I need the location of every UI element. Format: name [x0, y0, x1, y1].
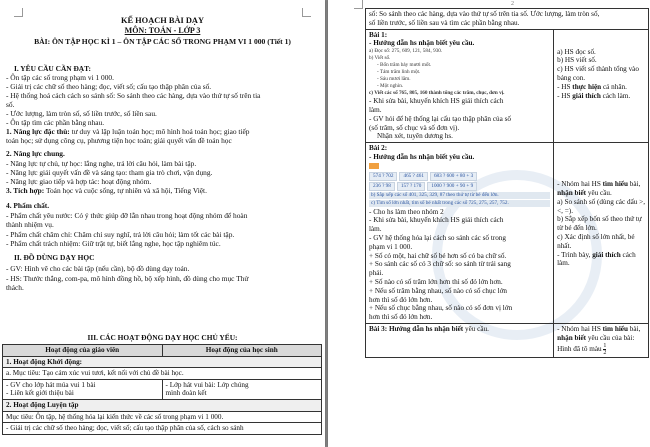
student-line: nhất. [557, 241, 572, 250]
document-page-2 [328, 0, 650, 447]
competency-2-line: - Năng lực tự chủ, tự học: lắng nghe, trả lời câu hỏi, làm bài tập. [6, 159, 197, 168]
student-line: b) HS viết số. [557, 56, 597, 65]
exercise-3-title: Bài 3: Hướng dẫn hs nhận biết yêu cầu. [369, 324, 489, 333]
exercise-2-title: Bài 2: [369, 144, 388, 153]
student-line: từ bé đến lớn. [557, 224, 597, 233]
teacher-cell [3, 379, 163, 399]
exercise-1-guide: - Hướng dẫn hs nhận biết yêu cầu. [369, 39, 475, 48]
exercise-badge-icon [369, 163, 379, 169]
student-line: c) HS viết số thành tổng vào [557, 65, 639, 74]
exercise-1-note: - Khi sửa bài, khuyến khích HS giải thích cách [369, 97, 504, 106]
exercise-2-note: + Số có một, hai chữ số bé hơn số có ba chữ số. [369, 251, 507, 260]
exercise-2-note: - Cho hs làm theo nhóm 2 [369, 207, 444, 216]
comparison-grid [369, 172, 550, 181]
student-column-header: Hoạt động của học sinh [162, 345, 322, 357]
comparison-cell: 236 ? 98 [369, 182, 395, 191]
comparison-cell: 1000 ? 900 + 90 + 9 [427, 182, 477, 191]
teacher-cell-line: - Liên kết giới thiệu bài [6, 389, 74, 398]
exercise-2-note: + Nếu số trăm bằng nhau, số nào có số chục lớn [369, 286, 507, 295]
student-cell [162, 379, 322, 399]
exercise-1-note: - GV hỏi để hệ thống lại cấu tạo thập phân của số [369, 114, 511, 123]
student-line: a) So sánh số (dùng các dấu >, [557, 197, 645, 206]
exercise-1-item: - Một nghìn. [377, 83, 404, 90]
fraction-one-half: $\frac{1}{2}$ [603, 342, 607, 356]
student-line: làm. [557, 259, 570, 268]
qualities-line: thành nhiệm vụ. [6, 220, 54, 229]
student-line: - HS giải thích cách làm. [557, 91, 631, 100]
exercise-2-note: phạm vi 1 000. [369, 242, 413, 251]
exercise-2-note: làm. [369, 225, 382, 234]
comparison-grid [369, 182, 550, 191]
activities-table-continued [365, 8, 649, 358]
student-line: - Trình bày, giải thích cách [557, 250, 636, 259]
comparison-cell: 574 ? 702 [369, 172, 397, 181]
teacher-column-header: Hoạt động của giáo viên [3, 345, 163, 357]
student-line: a) HS đọc số. [557, 47, 596, 56]
student-cell-line: mình đoàn kết [165, 389, 207, 398]
exercise-2-note: + So sánh các số có 3 chữ số: so sánh từ trái sang [369, 260, 511, 269]
requirement-line: - Ước lượng, làm tròn số, số liền trước, số liền sau. [6, 109, 157, 118]
page-corner-mark [354, 0, 363, 9]
competency-1-label: 1. Năng lực đặc thù: [6, 127, 70, 136]
student-cell-exercise-1 [554, 29, 649, 143]
teacher-cell-exercise-2 [366, 143, 554, 324]
qualities-line: - Phẩm chất yêu nước: Có ý thức giúp đỡ lẫn nhau trong hoạt động nhóm để hoàn [6, 211, 248, 220]
materials-line: - HS: Thước thẳng, com-pa, mô hình đồng hồ, bộ xếp hình, đồ dùng cho mục Thử [6, 274, 249, 283]
exercise-1-item: - Sáu mươi lăm. [377, 76, 411, 83]
section-heading-requirements: I. YÊU CẦU CẦN ĐẠT: [14, 64, 91, 73]
exercise-1-item: - Tám trăm linh một. [377, 69, 421, 76]
exercise-2-note: - GV hệ thống hóa lại cách so sánh các số trong [369, 233, 506, 242]
exercise-1-note: (số trăm, số chục và số đơn vị). [369, 123, 460, 132]
qualities-label: 4. Phẩm chất. [6, 201, 50, 210]
student-line: c) Xác định số lớn nhất, bé [557, 232, 635, 241]
exercise-2-part-b: b) Sắp xếp các số 401, 325, 329, 87 theo thứ tự từ bé đến lớn. [369, 192, 550, 199]
table-row: a. Mục tiêu: Tạo cảm xúc vui tươi, kết nối với chủ đề bài học. [3, 368, 322, 380]
table-section-row: 2. Hoạt động Luyện tập [3, 399, 322, 411]
table-row: - Giải trị các chữ số theo hàng; đọc, viết số; cấu tạo thập phân của số, cách so sánh [3, 423, 322, 435]
exercise-2-note: hơn thì số đó lớn hơn. [369, 313, 433, 322]
materials-line: - GV: Hình vẽ cho các bài tập (nếu cần), bộ đồ dùng dạy toán. [6, 264, 190, 273]
page-number: 2 [511, 1, 514, 7]
activities-table [2, 344, 322, 435]
exercise-1-title: Bài 1: [369, 30, 388, 39]
student-line: Hình đã tô màu $\frac{1}{2}$ [557, 342, 607, 356]
competency-1-cont: toán học; sử dụng công cụ, phương tiện học toán; giải quyết vấn đề toán học [6, 136, 232, 145]
subject-line: MÔN: TOÁN - LỚP 3 [124, 26, 201, 35]
student-line: nhận biết yêu cầu. [557, 188, 612, 197]
qualities-line: - Phẩm chất trách nhiệm: Giữ trật tự, biết lắng nghe, học tập nghiêm túc. [6, 239, 221, 248]
requirement-line: - Ôn tập các số trong phạm vi 1 000. [6, 73, 114, 82]
student-line: b) Sắp xếp bốn số theo thứ tự [557, 215, 642, 224]
comparison-cell: 465 ? 461 [399, 172, 427, 181]
student-line: - HS thực hiện cá nhân. [557, 82, 627, 91]
requirement-line: - Hệ thống hoá cách cách so sánh số: So sánh theo các hàng, dựa vào thứ tự số trên tia [6, 91, 261, 100]
teacher-cell-exercise-3 [366, 323, 554, 357]
exercise-2-note: hơn thì số đó lớn hơn. [369, 295, 433, 304]
comparison-cell: 157 ? 170 [397, 182, 425, 191]
plan-title: KẾ HOẠCH BÀI DẠY [120, 16, 205, 25]
exercise-1-part-c: c) Viết các số 765, 805, 160 thành tổng các trăm, chục, đơn vị. [369, 90, 505, 97]
requirement-line: - Giải trị các chữ số theo hàng; đọc, viết số; cấu tạo thập phân của số. [6, 82, 212, 91]
exercise-2-note: - Khi sửa bài, khuyến khích HS giải thích cách [369, 216, 504, 225]
student-cell-exercise-2 [554, 143, 649, 324]
exercise-1-note: làm. [369, 105, 382, 114]
competency-2-label: 2. Năng lực chung. [6, 149, 65, 158]
qualities-line: - Phẩm chất chăm chỉ: Chăm chỉ suy nghĩ, trả lời câu hỏi; làm tốt các bài tập. [6, 230, 235, 239]
table-row-line: số liền trước, số liền sau và tìm các phần bằng nhau. [369, 18, 520, 27]
student-line: <, =). [557, 206, 574, 215]
competency-2-line: - Năng lực giao tiếp và hợp tác: hoạt động nhóm. [6, 177, 152, 186]
materials-line: thách. [6, 283, 24, 292]
exercise-2-note: phải. [369, 269, 384, 278]
requirement-line: - Ôn tập tìm các phần bằng nhau. [6, 118, 105, 127]
integration-line [6, 186, 207, 195]
comparison-cell: 683 ? 600 + 80 + 3 [430, 172, 477, 181]
student-cell-exercise-3 [554, 323, 649, 357]
table-row [366, 9, 649, 30]
table-row-line: số: So sánh theo các hàng, dựa vào thứ tự số trên tia số. Ước lượng, làm tròn số, [369, 10, 600, 18]
student-cell-line: - Lớp hát vui bài: Lớp chúng [165, 380, 249, 389]
teacher-cell-exercise-1 [366, 29, 554, 143]
section-heading-materials: II. ĐỒ DÙNG DẠY HỌC [14, 253, 95, 262]
student-line: - Nhóm hai HS tìm hiểu bài, [557, 180, 641, 189]
requirement-line: số. [6, 100, 15, 109]
exercise-2-guide: - Hướng dẫn hs nhận biết yêu cầu. [369, 152, 475, 161]
exercise-2-image-label [369, 162, 550, 171]
exercise-2-note: + Nếu số chục bằng nhau, số nào có số đơn vị lớn [369, 304, 513, 313]
section-heading-activities: III. CÁC HOẠT ĐỘNG DẠY HỌC CHỦ YẾU: [87, 333, 238, 342]
student-line: nhận biết yêu cầu của bài: [557, 333, 635, 342]
competency-2-line: - Năng lực giải quyết vấn đề và sáng tạo: tham gia trò chơi, vận dụng. [6, 168, 213, 177]
teacher-cell-line: - GV cho lớp hát múa vui 1 bài [6, 380, 96, 389]
exercise-1-part-a: a) Đọc số: 275, 609, 121, 584, 930. [369, 48, 443, 55]
exercise-1-item: - Bốn trăm bảy mươi mốt. [377, 62, 432, 69]
competency-1 [6, 127, 249, 136]
lesson-title: BÀI: ÔN TẬP HỌC KÌ 1 – ÔN TẬP CÁC SỐ TRONG PHẠM VI 1 000 (Tiết 1) [34, 37, 291, 46]
table-row: Mục tiêu: Ôn tập, hệ thống hóa lại kiến thức về các số trong phạm vi 1 000. [3, 411, 322, 423]
exercise-1-part-b: b) Viết số. [369, 55, 391, 62]
exercise-2-note: + Số nào có số trăm lớn hơn thì số đó lớn hơn. [369, 277, 503, 286]
integration-label: 3. Tích hợp: [6, 186, 45, 195]
table-section-row: 1. Hoạt động Khởi động: [3, 356, 322, 368]
student-line: - Nhóm hai HS tìm hiểu bài, [557, 324, 641, 333]
integration-text: Toán học và cuộc sống, tự nhiên và xã hội, Tiếng Việt. [44, 186, 207, 195]
exercise-2-part-c: c) Tìm số lớn nhất, tìm số bé nhất trong các số 725, 275, 257, 752. [369, 200, 550, 207]
exercise-1-note: Nhận xét, tuyên dương hs. [377, 132, 453, 141]
student-line: bảng con. [557, 73, 586, 82]
competency-1-text: tư duy và lập luận toán học; mô hình hoá toán học; giao tiếp [69, 127, 250, 136]
